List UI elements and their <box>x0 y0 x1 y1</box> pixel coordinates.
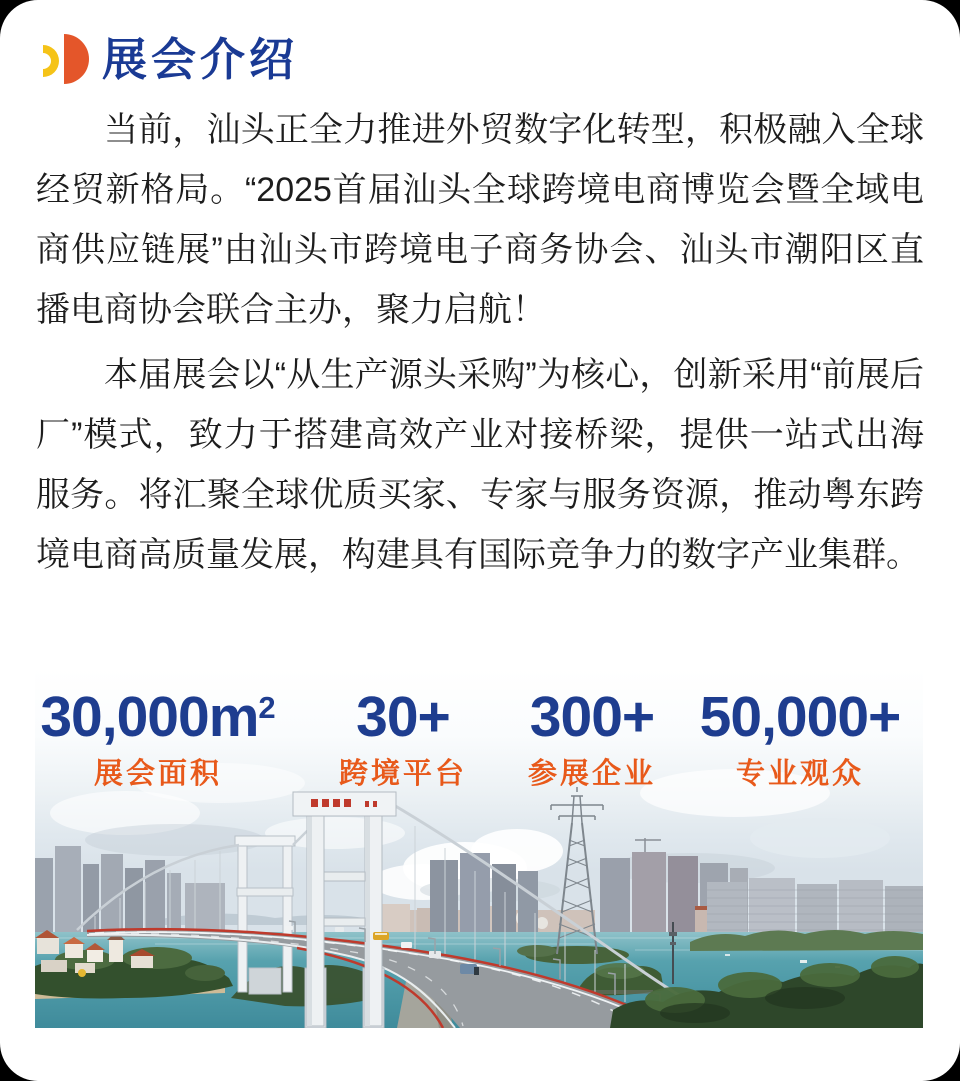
intro-paragraph-1: 当前，汕头正全力推进外贸数字化转型，积极融入全球经贸新格局。“2025首届汕头全球跨境电商博览会暨全域电商供应链展”由汕头市跨境电子商务协会、汕头市潮阳区直播电商协会联合主办，聚力启航！ <box>36 111 924 329</box>
stat-value: 300+ <box>529 685 655 749</box>
stat-value: 30+ <box>356 685 450 749</box>
stat-label: 展会面积 <box>93 757 222 790</box>
stat-label: 专业观众 <box>735 757 865 790</box>
stats-row <box>35 668 923 798</box>
page-title: 展会介绍 <box>102 33 299 85</box>
stat-visitors <box>699 685 901 792</box>
stat-value: 50,000+ <box>699 685 901 749</box>
stat-exhibitors <box>527 685 657 792</box>
intro-text <box>36 100 924 590</box>
city-right-blocks <box>695 878 923 940</box>
stat-label: 跨境平台 <box>338 757 468 790</box>
stat-value: $30,000m^2$ <box>40 685 276 749</box>
superscript: 2 <box>258 690 276 725</box>
section-header <box>38 32 298 86</box>
stat-label: 参展企业 <box>527 757 657 790</box>
stat-exhibition-area <box>40 685 276 792</box>
crescent-badge-icon <box>38 32 92 86</box>
intro-paragraph-2: 本届展会以“从生产源头采购”为核心，创新采用“前展后厂”模式，致力于搭建高效产业对接桥梁，提供一站式出海服务。将汇聚全球优质买家、专家与服务资源，推动粤东跨境电商高质量发展，构建具有国际竞争力的数字产业集群。 <box>36 356 924 574</box>
stat-platforms <box>338 685 468 792</box>
